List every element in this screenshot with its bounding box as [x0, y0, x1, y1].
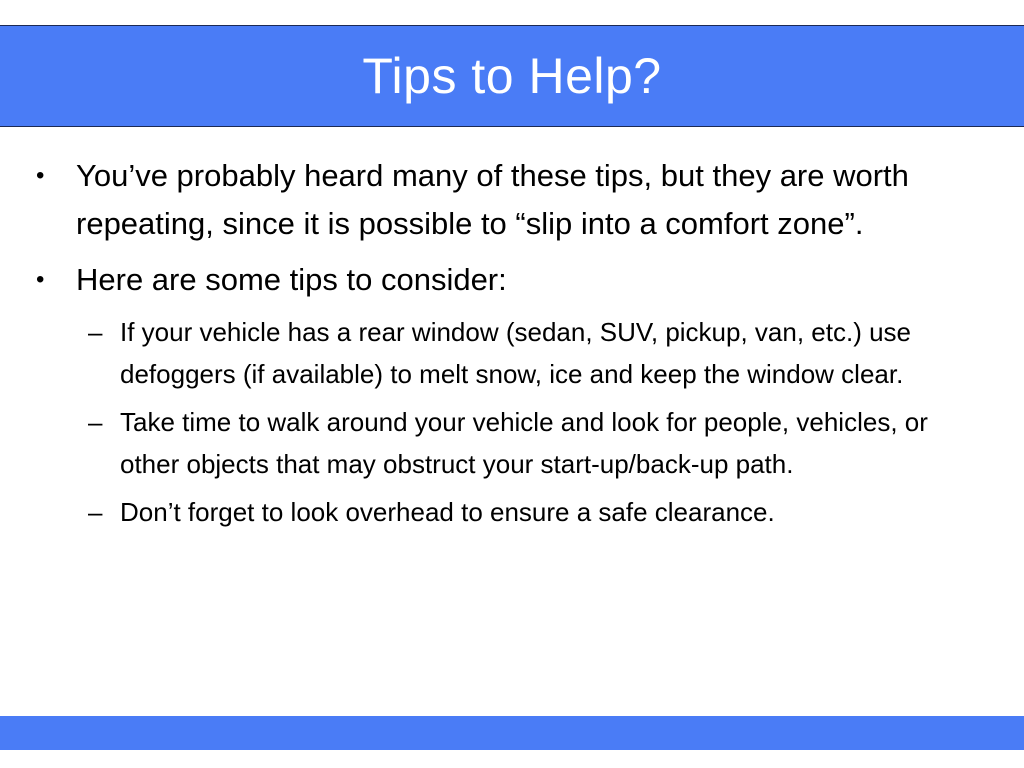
title-bar: [0, 25, 1024, 127]
bullet-text: Here are some tips to consider:: [76, 262, 507, 297]
sub-bullet-marker: –: [88, 317, 103, 347]
sub-bullet-item: [36, 312, 986, 395]
bullet-item: [36, 152, 986, 248]
footer-bar: [0, 716, 1024, 750]
bullet-text: You’ve probably heard many of these tips, but they are worth repeating, since it is possible to “slip into a comfort zone”.: [76, 158, 909, 241]
sub-bullet-text: If your vehicle has a rear window (sedan, SUV, pickup, van, etc.) use defoggers (if available) to melt snow, ice and keep the window clear.: [120, 317, 911, 389]
sub-bullet-marker: –: [88, 497, 103, 527]
bullet-item: [36, 256, 986, 304]
slide-title: Tips to Help?: [362, 48, 662, 104]
slide-content: [36, 152, 986, 541]
bullet-marker: •: [36, 162, 45, 189]
sub-bullet-text: Take time to walk around your vehicle and look for people, vehicles, or other objects that may obstruct your start-up/back-up path.: [120, 407, 928, 479]
sub-bullet-item: [36, 492, 986, 534]
sub-bullet-text: Don’t forget to look overhead to ensure a safe clearance.: [120, 497, 775, 527]
sub-bullet-item: [36, 402, 986, 485]
sub-bullet-marker: –: [88, 407, 103, 437]
bullet-marker: •: [36, 266, 45, 293]
